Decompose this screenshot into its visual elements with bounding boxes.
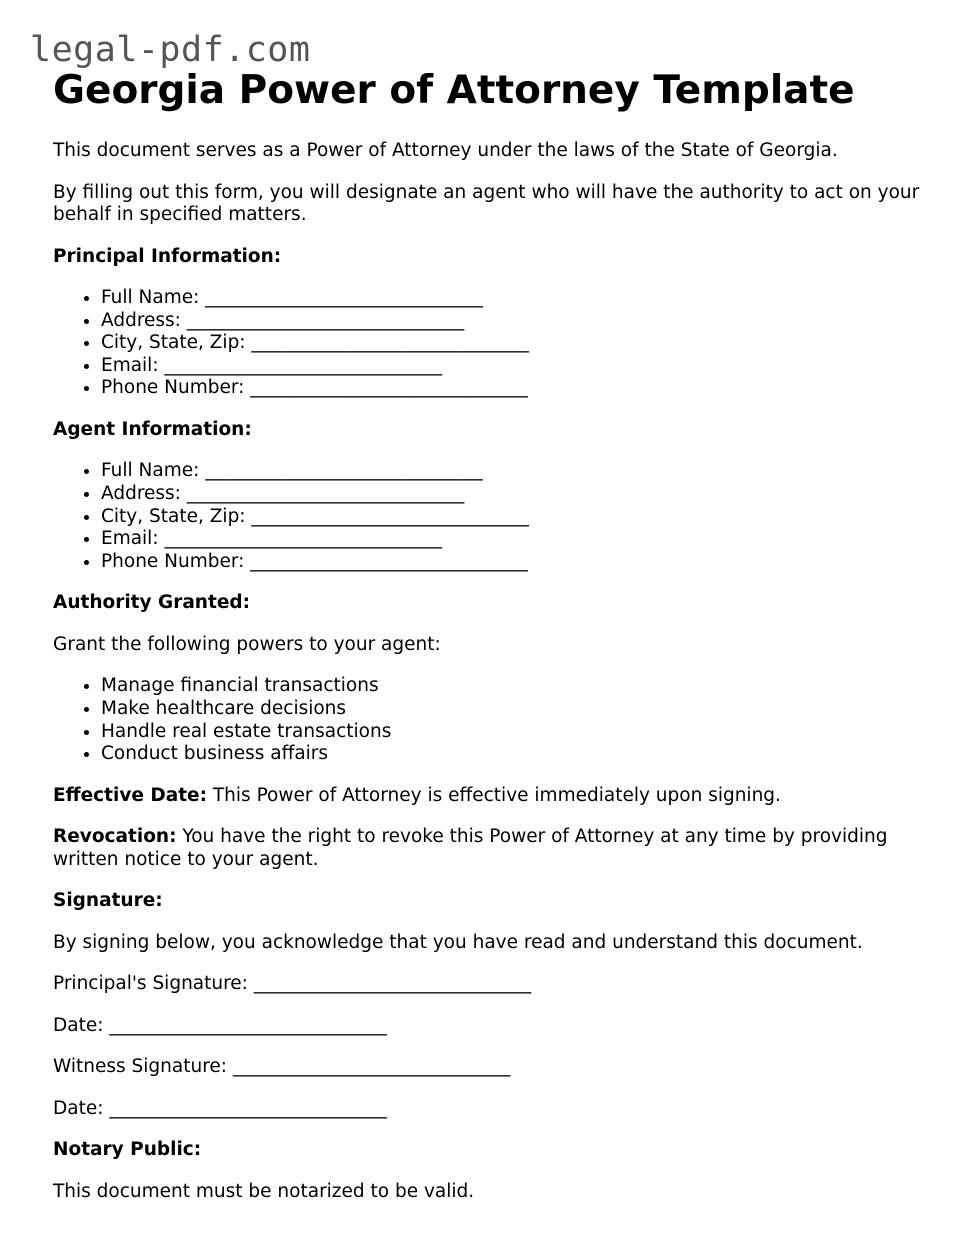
signature-intro: By signing below, you acknowledge that you have read and understand this document. (53, 931, 863, 953)
power-item: • Handle real estate transactions (101, 721, 933, 744)
power-item: • Manage financial transactions (101, 675, 933, 698)
power-item: • Make healthcare decisions (101, 698, 933, 721)
notary-heading: Notary Public: (53, 1139, 202, 1161)
intro-paragraph: By filling out this form, you will designate an agent who will have the authority to act on your behalf in specified matters. (53, 181, 920, 225)
principal-email-field[interactable]: • Email: ______________________________ (101, 355, 933, 378)
revocation-label: Revocation: (53, 826, 177, 848)
agent-phone-field[interactable]: • Phone Number: ______________________________ (101, 551, 933, 574)
effective-date-paragraph (53, 785, 933, 808)
document-title: Georgia Power of Attorney Template (53, 68, 855, 113)
authority-heading: Authority Granted: (53, 592, 251, 614)
principal-city-state-zip-field[interactable]: • City, State, Zip: ______________________________ (101, 332, 933, 355)
principal-date-field[interactable]: Date: ______________________________ (53, 1014, 387, 1036)
agent-full-name-field[interactable]: • Full Name: ______________________________ (101, 460, 933, 483)
principal-address-field[interactable]: • Address: ______________________________ (101, 310, 933, 333)
agent-city-state-zip-field[interactable]: • City, State, Zip: ______________________________ (101, 506, 933, 529)
powers-list (53, 675, 933, 765)
principal-signature-field[interactable]: Principal's Signature: ______________________________ (53, 973, 532, 995)
principal-fields-list (53, 287, 933, 400)
revocation-paragraph (53, 826, 933, 871)
principal-heading: Principal Information: (53, 245, 282, 267)
effective-date-text: This Power of Attorney is effective immediately upon signing. (207, 784, 781, 806)
watermark: legal-pdf.com (30, 30, 311, 70)
agent-address-field[interactable]: • Address: ______________________________ (101, 483, 933, 506)
signature-heading: Signature: (53, 890, 163, 912)
authority-intro: Grant the following powers to your agent: (53, 633, 441, 655)
document-body (53, 66, 933, 1203)
notary-text: This document must be notarized to be valid. (53, 1180, 475, 1202)
agent-fields-list (53, 460, 933, 573)
power-item: • Conduct business affairs (101, 743, 933, 766)
revocation-text: You have the right to revoke this Power of Attorney at any time by providing written notice to your agent. (53, 826, 888, 870)
witness-date-field[interactable]: Date: ______________________________ (53, 1097, 387, 1119)
principal-phone-field[interactable]: • Phone Number: ______________________________ (101, 377, 933, 400)
witness-signature-field[interactable]: Witness Signature: ______________________________ (53, 1056, 511, 1078)
principal-full-name-field[interactable]: • Full Name: ______________________________ (101, 287, 933, 310)
agent-email-field[interactable]: • Email: ______________________________ (101, 528, 933, 551)
effective-date-label: Effective Date: (53, 784, 207, 806)
intro-paragraph: This document serves as a Power of Attorney under the laws of the State of Georgia. (53, 140, 838, 161)
agent-heading: Agent Information: (53, 418, 252, 440)
